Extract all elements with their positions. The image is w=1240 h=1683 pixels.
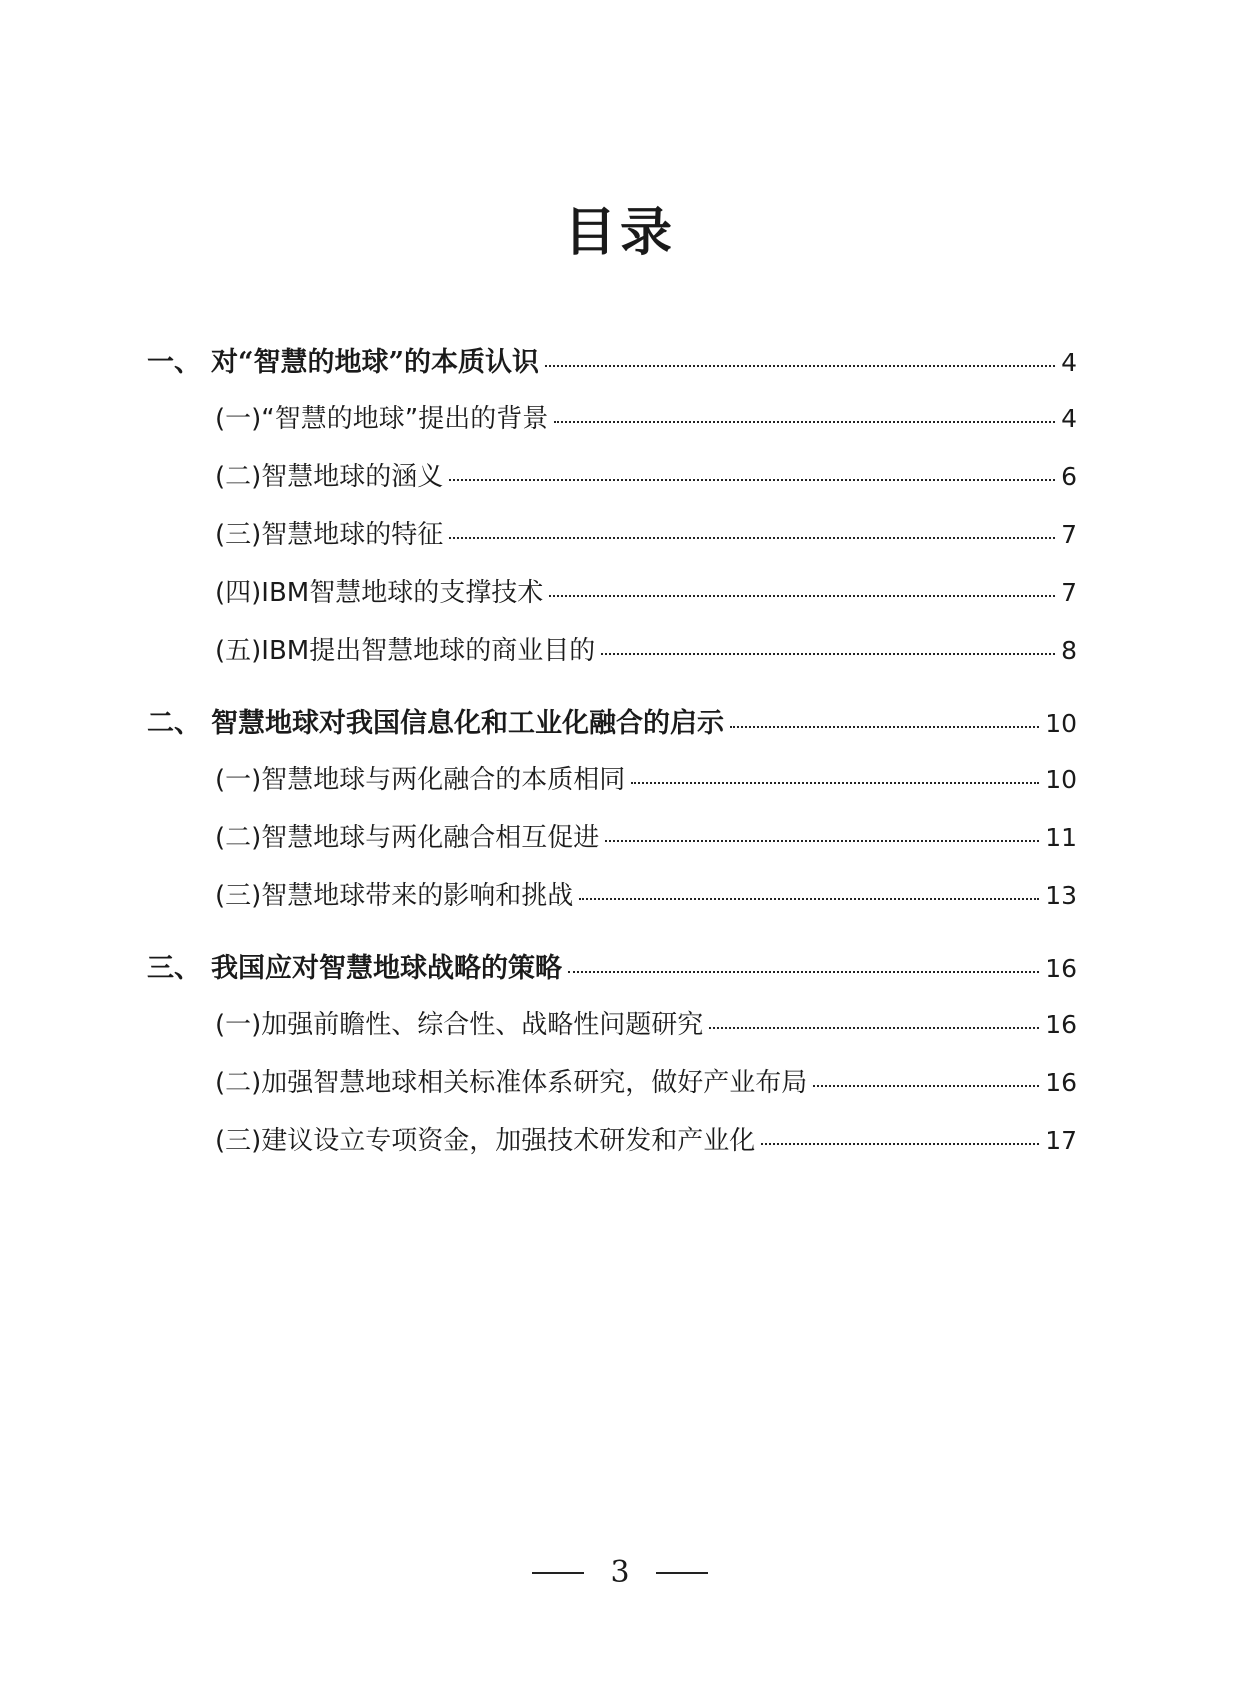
toc-entry-page: 16 xyxy=(1045,954,1077,983)
toc-entry-page: 7 xyxy=(1061,520,1077,549)
toc-entry-label: (二)智慧地球的涵义 xyxy=(215,462,444,492)
toc-entry-page: 7 xyxy=(1061,578,1077,607)
toc-leader-dots xyxy=(449,537,1055,539)
toc-entry-label: (一)“智慧的地球”提出的背景 xyxy=(215,404,549,434)
toc-leader-dots xyxy=(631,782,1039,784)
toc-leader-dots xyxy=(549,595,1055,597)
toc-entry-label: (五)IBM提出智慧地球的商业目的 xyxy=(215,636,596,666)
toc-entry-1-1[interactable] xyxy=(215,398,1077,435)
toc-entry-page: 11 xyxy=(1045,823,1077,852)
toc-entry-number: 一、 xyxy=(147,347,201,378)
toc-leader-dots xyxy=(601,653,1055,655)
toc-entry-1-3[interactable] xyxy=(215,514,1077,551)
page-title: 目录 xyxy=(563,202,676,263)
toc-entry-page: 16 xyxy=(1045,1010,1077,1039)
toc-entry-label: (三)智慧地球带来的影响和挑战 xyxy=(215,881,574,911)
toc-leader-dots xyxy=(579,898,1039,900)
toc-entry-3-1[interactable] xyxy=(215,1004,1077,1041)
toc-entry-1-2[interactable] xyxy=(215,456,1077,493)
toc-entry-label: (四)IBM智慧地球的支撑技术 xyxy=(215,578,544,608)
toc-entry-1-5[interactable] xyxy=(215,630,1077,667)
toc-entry-number: 二、 xyxy=(147,708,201,739)
toc-entry-2[interactable] xyxy=(147,701,1077,740)
toc-entry-page: 4 xyxy=(1061,404,1077,433)
toc-entry-2-2[interactable] xyxy=(215,817,1077,854)
toc-entry-label: 对“智慧的地球”的本质认识 xyxy=(211,347,540,378)
toc-entry-3-2[interactable] xyxy=(215,1062,1077,1099)
toc-entry-label: (三)智慧地球的特征 xyxy=(215,520,444,550)
toc-entry-page: 10 xyxy=(1045,765,1077,794)
toc-entry-page: 8 xyxy=(1061,636,1077,665)
toc-entry-number: 三、 xyxy=(147,953,201,984)
footer-rule-left xyxy=(532,1572,584,1574)
toc-entry-1[interactable] xyxy=(147,340,1077,379)
toc-leader-dots xyxy=(813,1085,1039,1087)
toc-entry-3[interactable] xyxy=(147,946,1077,985)
toc-entry-label: 我国应对智慧地球战略的策略 xyxy=(211,953,562,984)
toc-leader-dots xyxy=(730,726,1039,728)
toc-leader-dots xyxy=(568,971,1039,973)
toc-entry-page: 4 xyxy=(1061,348,1077,377)
toc-entry-page: 16 xyxy=(1045,1068,1077,1097)
page-footer xyxy=(0,1555,1240,1590)
toc-leader-dots xyxy=(545,365,1055,367)
toc-entry-2-1[interactable] xyxy=(215,759,1077,796)
toc-entry-label: (二)智慧地球与两化融合相互促进 xyxy=(215,823,600,853)
toc-leader-dots xyxy=(761,1143,1039,1145)
toc-entry-label: (二)加强智慧地球相关标准体系研究，做好产业布局 xyxy=(215,1068,808,1098)
toc-entry-label: (一)加强前瞻性、综合性、战略性问题研究 xyxy=(215,1010,704,1040)
toc-entry-page: 17 xyxy=(1045,1126,1077,1155)
toc-leader-dots xyxy=(554,421,1055,423)
toc-entry-3-3[interactable] xyxy=(215,1120,1077,1157)
toc-leader-dots xyxy=(709,1027,1039,1029)
toc-entry-1-4[interactable] xyxy=(215,572,1077,609)
page-number: 3 xyxy=(610,1555,630,1590)
toc-entry-label: 智慧地球对我国信息化和工业化融合的启示 xyxy=(211,708,724,739)
toc-entry-page: 6 xyxy=(1061,462,1077,491)
toc-entry-page: 10 xyxy=(1045,709,1077,738)
toc-entry-label: (一)智慧地球与两化融合的本质相同 xyxy=(215,765,626,795)
toc-entry-label: (三)建议设立专项资金，加强技术研发和产业化 xyxy=(215,1126,756,1156)
toc-leader-dots xyxy=(449,479,1055,481)
toc-entry-2-3[interactable] xyxy=(215,875,1077,912)
footer-rule-right xyxy=(656,1572,708,1574)
toc-entry-page: 13 xyxy=(1045,881,1077,910)
toc-leader-dots xyxy=(605,840,1039,842)
